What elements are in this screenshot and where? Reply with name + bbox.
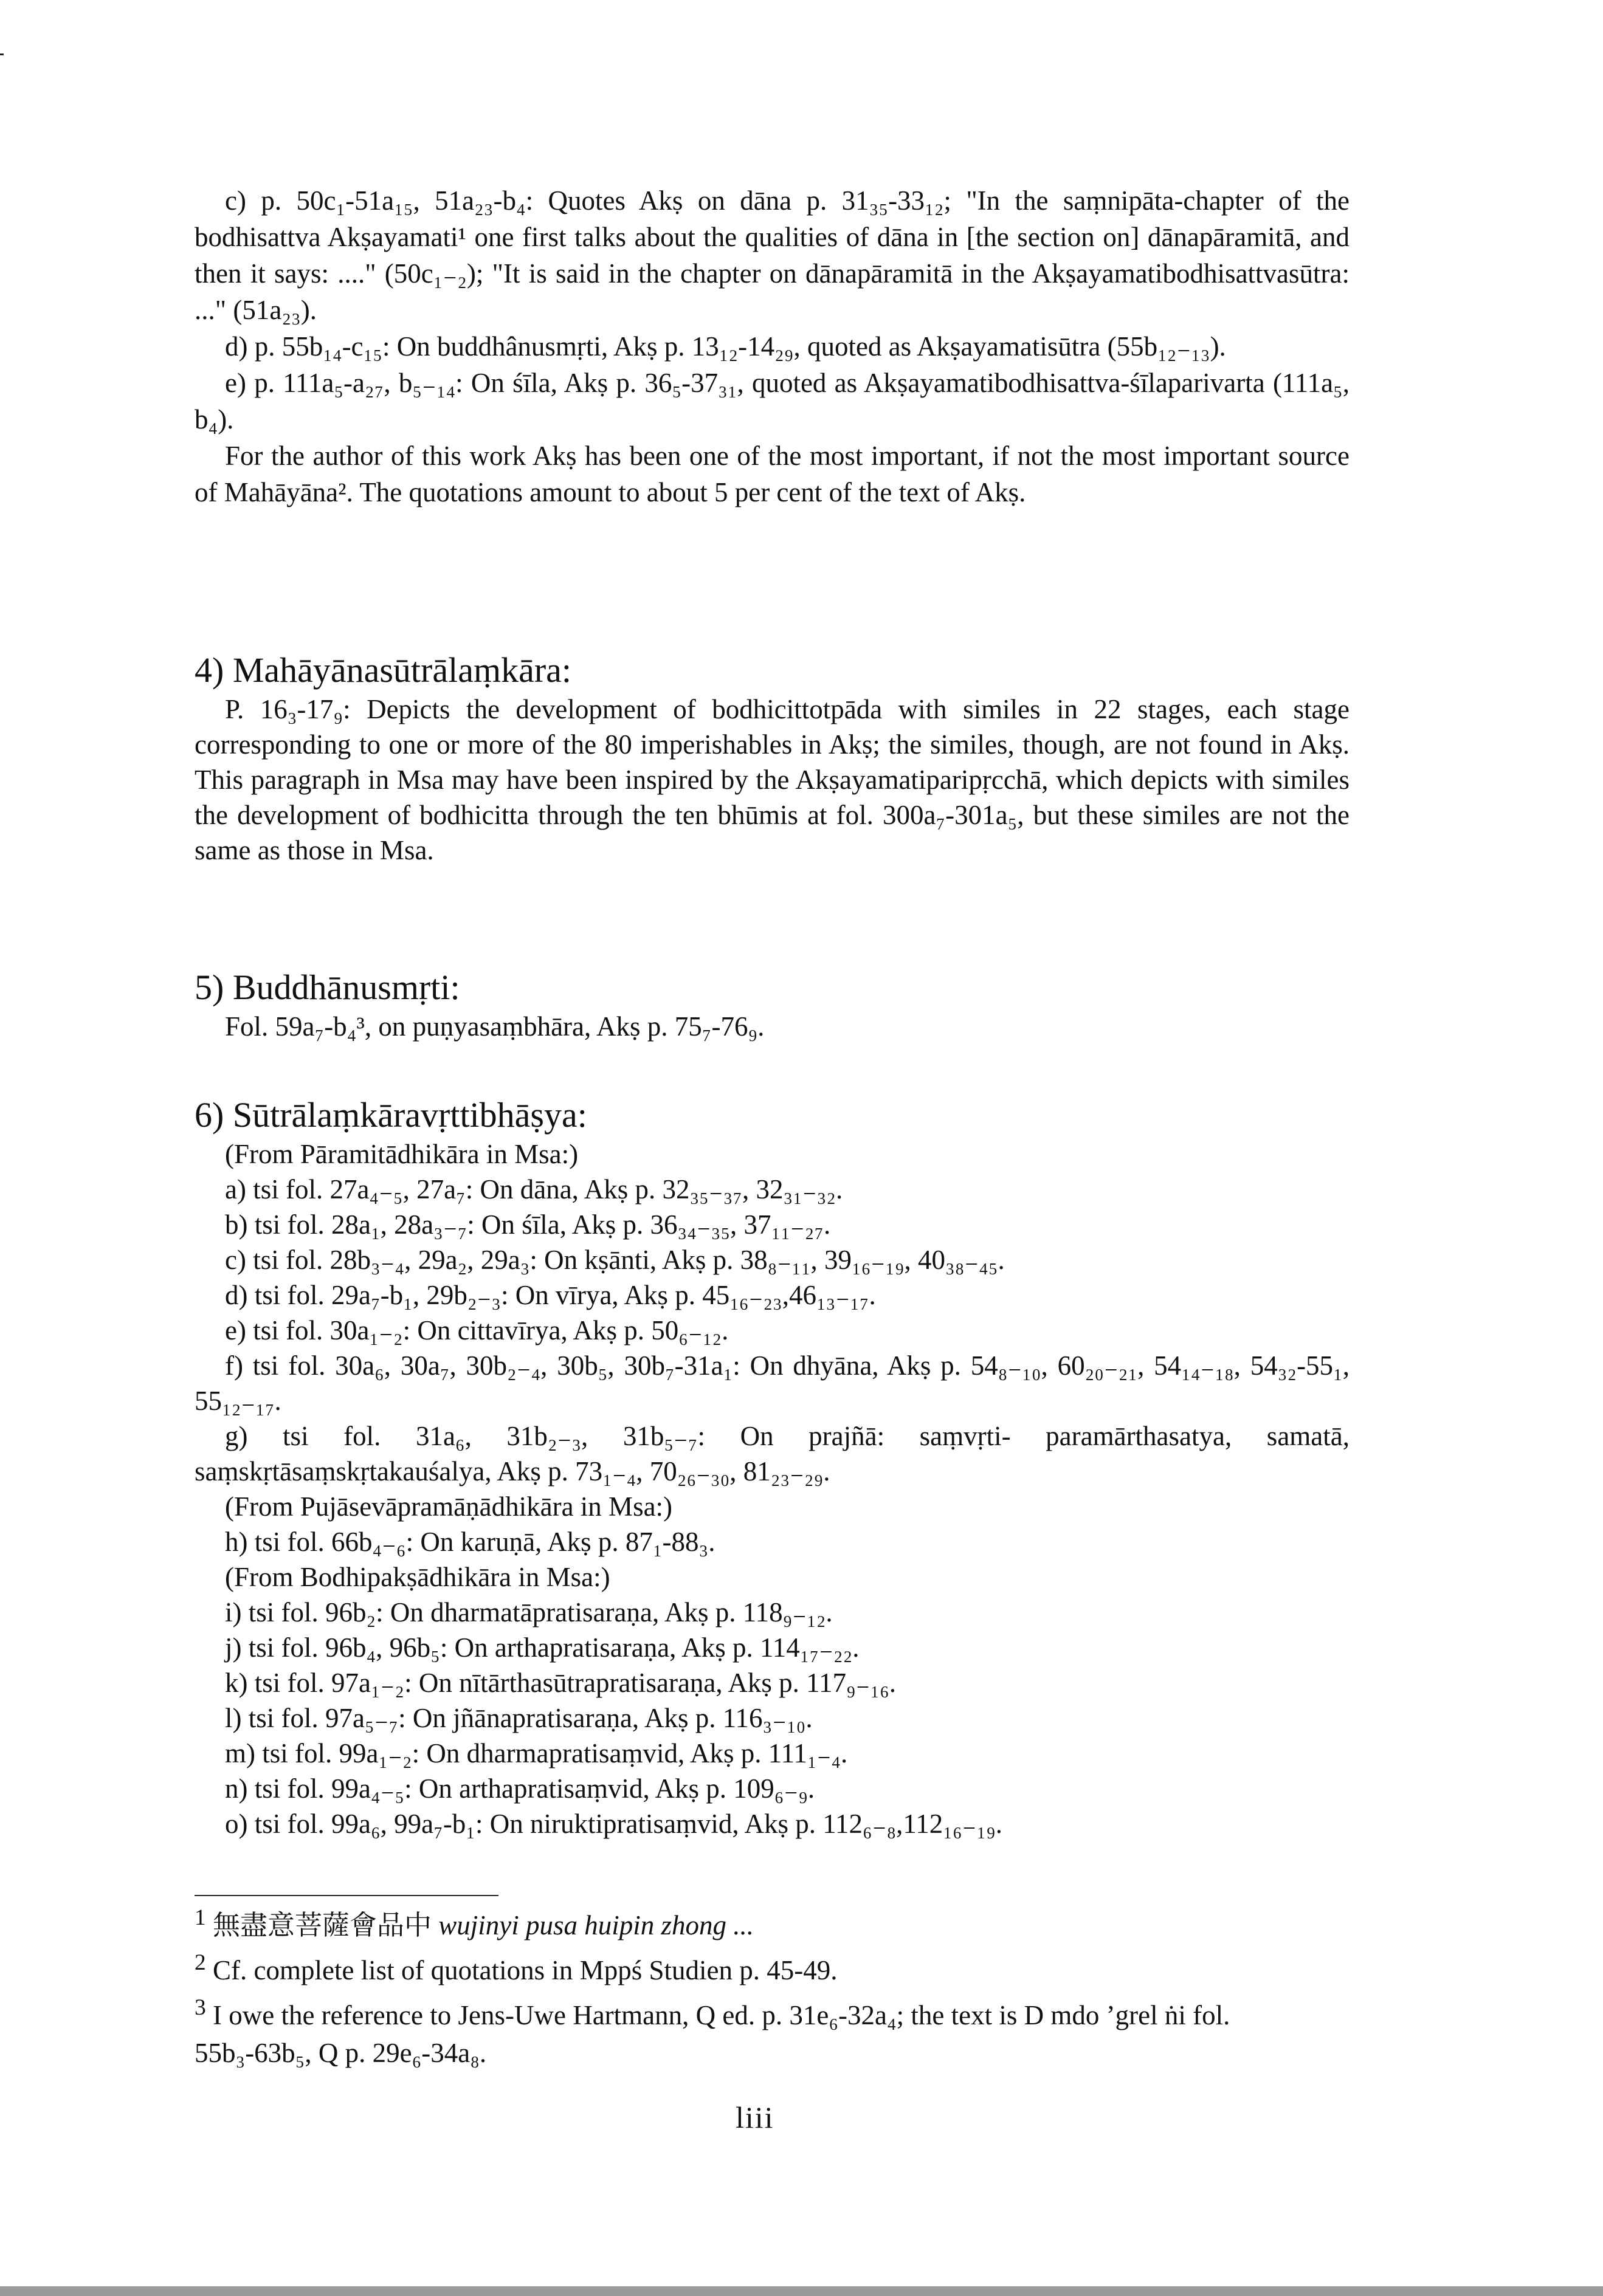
list-item: (From Pujāsevāpramāṇādhikāra in Msa:) <box>225 1491 673 1522</box>
footnote-mark: 3 <box>195 1995 206 2020</box>
list-item: i) tsi fol. 96b₂: On dharmatāpratisaraṇa, Akṣ p. 118₉₋₁₂. <box>225 1597 833 1627</box>
scan-mark <box>0 53 4 55</box>
section-6 <box>195 1094 1350 1841</box>
footnote-divider <box>195 1895 498 1896</box>
list-item: (From Bodhipakṣādhikāra in Msa:) <box>225 1562 610 1592</box>
intro-paragraph-c: c) p. 50c₁-51a₁₅, 51a₂₃-b₄: Quotes Akṣ on dāna p. 31₃₅-33₁₂; "In the saṃnipāta-chapter of the bodhisattva Akṣayamati¹ one first talks about the qualities of dāna in [the section on] dānapāramitā, and then it says: ...." (50c₁₋₂); "It is said in the chapter on dānapāramitā in the Akṣayamatibodhisattvasūtra: ..." (51a₂₃). <box>195 185 1350 325</box>
list-item: n) tsi fol. 99a₄₋₅: On arthapratisaṃvid, Akṣ p. 109₆₋₉. <box>225 1773 815 1804</box>
list-item: (From Pāramitādhikāra in Msa:) <box>225 1139 579 1169</box>
list-item: d) tsi fol. 29a₇-b₁, 29b₂₋₃: On vīrya, Akṣ p. 45₁₆₋₂₃,46₁₃₋₁₇. <box>225 1280 876 1310</box>
section-6-heading: 6) Sūtrālaṃkāravṛttibhāṣya: <box>195 1095 587 1135</box>
list-item: m) tsi fol. 99a₁₋₂: On dharmapratisaṃvid, Akṣ p. 111₁₋₄. <box>225 1738 848 1768</box>
list-item: f) tsi fol. 30a₆, 30a₇, 30b₂₋₄, 30b₅, 30b₇-31a₁: On dhyāna, Akṣ p. 54₈₋₁₀, 60₂₀₋₂₁, 54₁₄₋₁₈, 54₃₂-55₁, 55₁₂₋₁₇. <box>195 1350 1350 1416</box>
list-item: c) tsi fol. 28b₃₋₄, 29a₂, 29a₃: On kṣānti, Akṣ p. 38₈₋₁₁, 39₁₆₋₁₉, 40₃₈₋₄₅. <box>225 1245 1005 1275</box>
footnotes <box>195 1899 1350 2072</box>
page-number: liii <box>736 2100 774 2134</box>
footnote-2 <box>195 1944 1350 1989</box>
list-item: j) tsi fol. 96b₄, 96b₅: On arthapratisaraṇa, Akṣ p. 114₁₇₋₂₂. <box>225 1632 860 1663</box>
list-item: e) tsi fol. 30a₁₋₂: On cittavīrya, Akṣ p. 50₆₋₁₂. <box>225 1315 729 1346</box>
section-4-heading: 4) Mahāyānasūtrālaṃkāra: <box>195 650 571 690</box>
footnote-mark: 1 <box>195 1905 206 1930</box>
intro-block <box>195 182 1350 510</box>
list-item: b) tsi fol. 28a₁, 28a₃₋₇: On śīla, Akṣ p. 36₃₄₋₃₅, 37₁₁₋₂₇. <box>225 1209 831 1240</box>
list-item: l) tsi fol. 97a₅₋₇: On jñānapratisaraṇa, Akṣ p. 116₃₋₁₀. <box>225 1703 813 1733</box>
footnote-mark: 2 <box>195 1950 206 1975</box>
footnote-text: I owe the reference to Jens-Uwe Hartmann, Q ed. p. 31e₆-32a₄; the text is D mdo ’grel ṅi fol. 55b₃-63b₅, Q p. 29e₆-34a₈. <box>195 2000 1230 2068</box>
footnote-text: wujinyi pusa huipin zhong ... <box>438 1910 754 1940</box>
section-4-body: P. 16₃-17₉: Depicts the development of bodhicittotpāda with similes in 22 stages, each stage corresponding to one or more of the 80 imperishables in Akṣ; the similes, though, are not found in Akṣ. This paragraph in Msa may have been inspired by the Akṣayamatiparipṛcchā, which depicts with similes the development of bodhicitta through the ten bhūmis at fol. 300a₇-301a₅, but these similes are not the same as those in Msa. <box>195 694 1350 865</box>
footnote-1 <box>195 1899 1350 1944</box>
list-item: h) tsi fol. 66b₄₋₆: On karuṇā, Akṣ p. 87₁-88₃. <box>225 1527 715 1557</box>
list-item: o) tsi fol. 99a₆, 99a₇-b₁: On niruktipratisaṃvid, Akṣ p. 112₆₋₈,112₁₆₋₁₉. <box>225 1809 1003 1839</box>
footnote-text: Cf. complete list of quotations in Mppś Studien p. 45-49. <box>213 1955 838 1985</box>
section-4 <box>195 649 1350 868</box>
footnote-3 <box>195 1989 1350 2072</box>
intro-paragraph-e: e) p. 111a₅-a₂₇, b₅₋₁₄: On śīla, Akṣ p. 36₅-37₃₁, quoted as Akṣayamatibodhisattva-śīlaparivarta (111a₅, b₄). <box>195 368 1350 435</box>
intro-paragraph-summary: For the author of this work Akṣ has been one of the most important, if not the most important source of Mahāyāna². The quotations amount to about 5 per cent of the text of Akṣ. <box>195 441 1350 507</box>
list-item: a) tsi fol. 27a₄₋₅, 27a₇: On dāna, Akṣ p. 32₃₅₋₃₇, 32₃₁₋₃₂. <box>225 1174 843 1205</box>
list-item: g) tsi fol. 31a₆, 31b₂₋₃, 31b₅₋₇: On prajñā: saṃvṛti- paramārthasatya, samatā, saṃskṛtāsaṃskṛtakauśalya, Akṣ p. 73₁₋₄, 70₂₆₋₃₀, 81₂₃₋₂₉. <box>195 1421 1350 1487</box>
list-item: k) tsi fol. 97a₁₋₂: On nītārthasūtrapratisaraṇa, Akṣ p. 117₉₋₁₆. <box>225 1668 897 1698</box>
footnote-cjk: 無盡意菩薩會品中 <box>213 1909 432 1941</box>
section-5-heading: 5) Buddhānusmṛti: <box>195 968 460 1007</box>
intro-paragraph-d: d) p. 55b₁₄-c₁₅: On buddhânusmṛti, Akṣ p. 13₁₂-14₂₉, quoted as Akṣayamatisūtra (55b₁₂₋₁₃). <box>225 331 1226 362</box>
section-5-body: Fol. 59a₇-b₄³, on puṇyasaṃbhāra, Akṣ p. 75₇-76₉. <box>225 1011 765 1042</box>
section-5 <box>195 966 1350 1044</box>
scan-edge <box>0 2286 1603 2296</box>
